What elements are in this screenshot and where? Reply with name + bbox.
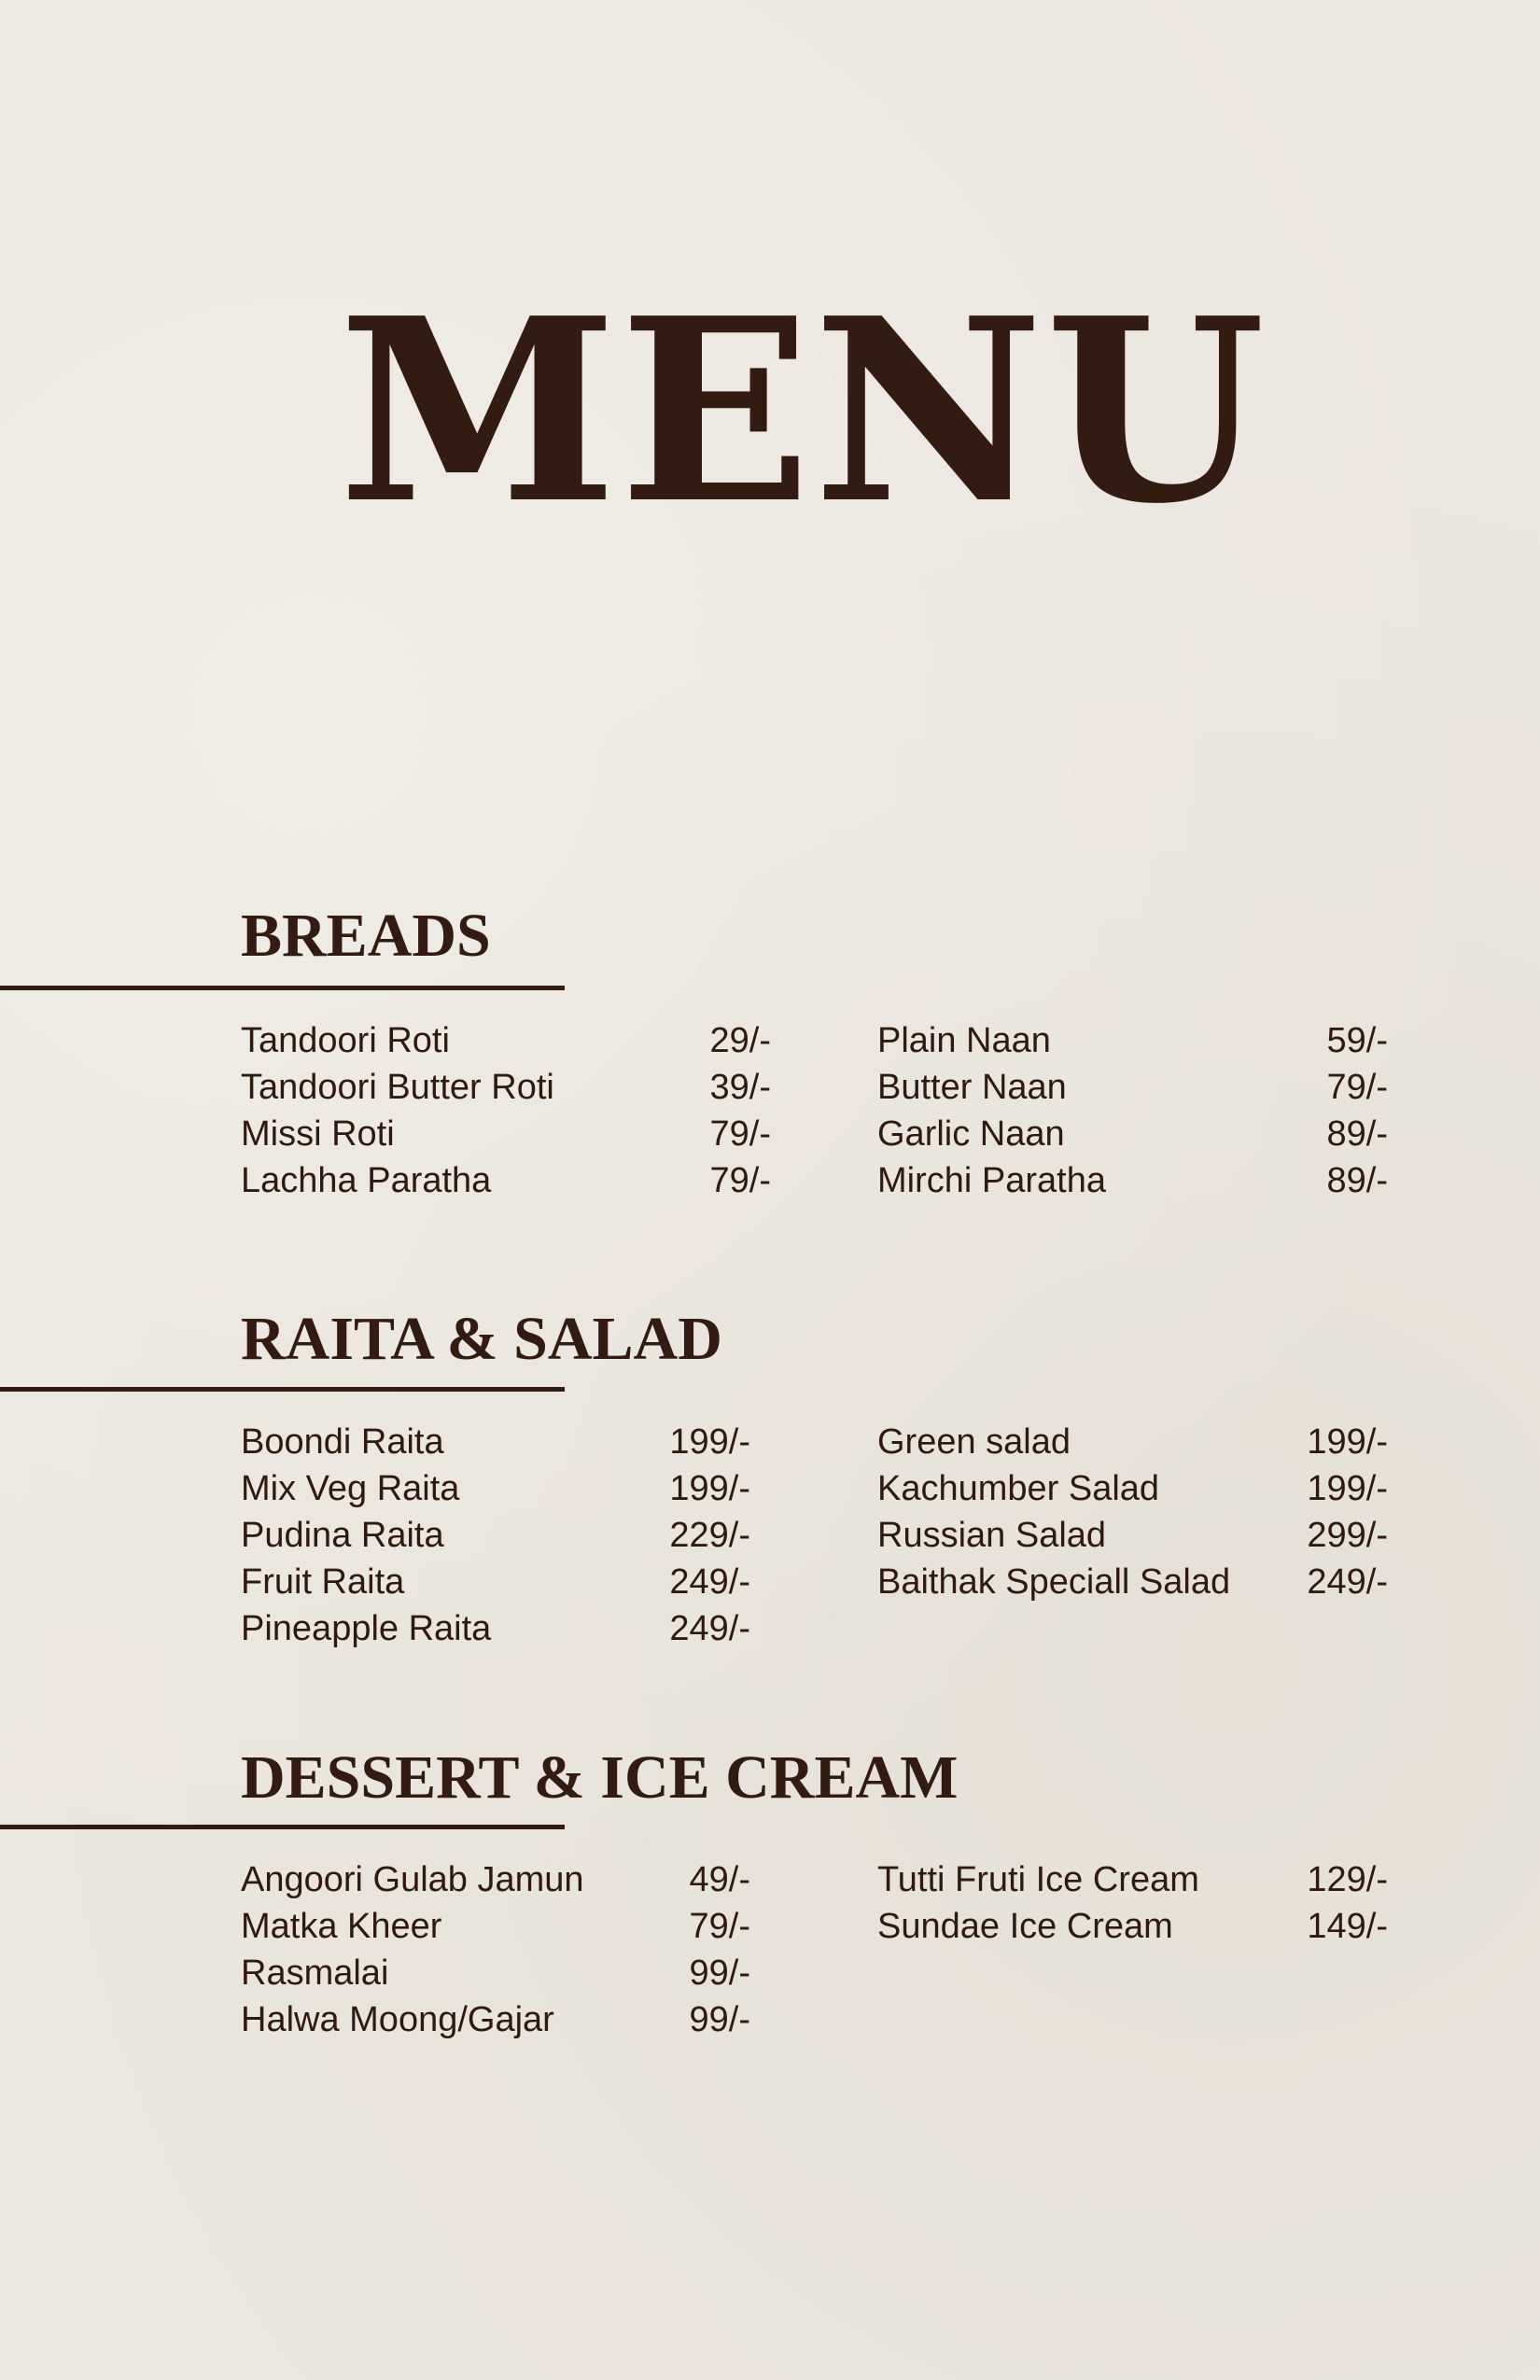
menu-item [241,1605,750,1652]
item-price: 59/- [1326,1021,1388,1060]
menu-item [241,1996,750,2043]
menu-item [877,1903,1388,1950]
item-price: 249/- [1307,1562,1388,1602]
item-price: 79/- [1326,1068,1388,1107]
section-heading: RAITA & SALAD [241,1305,722,1373]
menu-title: MENU [338,262,1267,559]
item-price: 199/- [1307,1469,1388,1508]
item-name: Green salad [877,1422,1071,1462]
item-price: 79/- [709,1161,771,1200]
menu-item [241,1111,771,1157]
right-column [877,1017,1388,1204]
menu-item [877,1111,1388,1157]
menu-item [877,1465,1388,1512]
item-price: 199/- [669,1422,750,1462]
section-divider [0,1387,565,1392]
menu-item [241,1856,750,1903]
item-name: Lachha Paratha [241,1161,492,1200]
menu-item [877,1157,1388,1204]
menu-item [241,1157,771,1204]
section-divider [0,1825,565,1829]
item-price: 79/- [709,1114,771,1154]
item-name: Matka Kheer [241,1907,442,1946]
item-name: Rasmalai [241,1953,389,1993]
left-column [241,1017,771,1204]
item-name: Plain Naan [877,1021,1051,1060]
left-column [241,1856,750,2043]
section-heading: DESSERT & ICE CREAM [241,1743,959,1812]
menu-item [877,1856,1388,1903]
item-name: Angoori Gulab Jamun [241,1860,584,1899]
menu-item [241,1950,750,1996]
item-name: Sundae Ice Cream [877,1907,1173,1946]
item-name: Kachumber Salad [877,1469,1160,1508]
menu-item [877,1064,1388,1111]
item-name: Tandoori Roti [241,1021,450,1060]
item-price: 79/- [689,1907,750,1946]
menu-item [877,1559,1388,1605]
item-name: Pineapple Raita [241,1609,492,1648]
item-name: Mix Veg Raita [241,1469,460,1508]
item-name: Baithak Speciall Salad [877,1562,1231,1602]
menu-item [241,1559,750,1605]
item-price: 99/- [689,2000,750,2039]
menu-item [241,1465,750,1512]
menu-item [241,1017,771,1064]
menu-item [877,1512,1388,1559]
item-price: 299/- [1307,1516,1388,1555]
item-name: Garlic Naan [877,1114,1065,1154]
item-name: Butter Naan [877,1068,1067,1107]
item-price: 39/- [709,1068,771,1107]
left-column [241,1419,750,1652]
section-divider [0,986,565,990]
menu-item [877,1017,1388,1064]
menu-item [241,1512,750,1559]
right-column [877,1419,1388,1605]
item-name: Fruit Raita [241,1562,405,1602]
item-price: 29/- [709,1021,771,1060]
item-name: Pudina Raita [241,1516,444,1555]
item-name: Mirchi Paratha [877,1161,1106,1200]
item-price: 89/- [1326,1114,1388,1154]
item-price: 229/- [669,1516,750,1555]
menu-item [877,1419,1388,1465]
item-name: Russian Salad [877,1516,1107,1555]
item-price: 99/- [689,1953,750,1993]
item-name: Boondi Raita [241,1422,444,1462]
item-name: Missi Roti [241,1114,395,1154]
menu-item [241,1903,750,1950]
menu-item [241,1064,771,1111]
item-price: 129/- [1307,1860,1388,1899]
section-heading: BREADS [241,902,491,970]
item-price: 249/- [669,1609,750,1648]
item-name: Halwa Moong/Gajar [241,2000,554,2039]
item-name: Tandoori Butter Roti [241,1068,554,1107]
right-column [877,1856,1388,1950]
item-price: 199/- [1307,1422,1388,1462]
item-price: 89/- [1326,1161,1388,1200]
menu-item [241,1419,750,1465]
item-price: 149/- [1307,1907,1388,1946]
item-name: Tutti Fruti Ice Cream [877,1860,1199,1899]
item-price: 49/- [689,1860,750,1899]
item-price: 199/- [669,1469,750,1508]
item-price: 249/- [669,1562,750,1602]
